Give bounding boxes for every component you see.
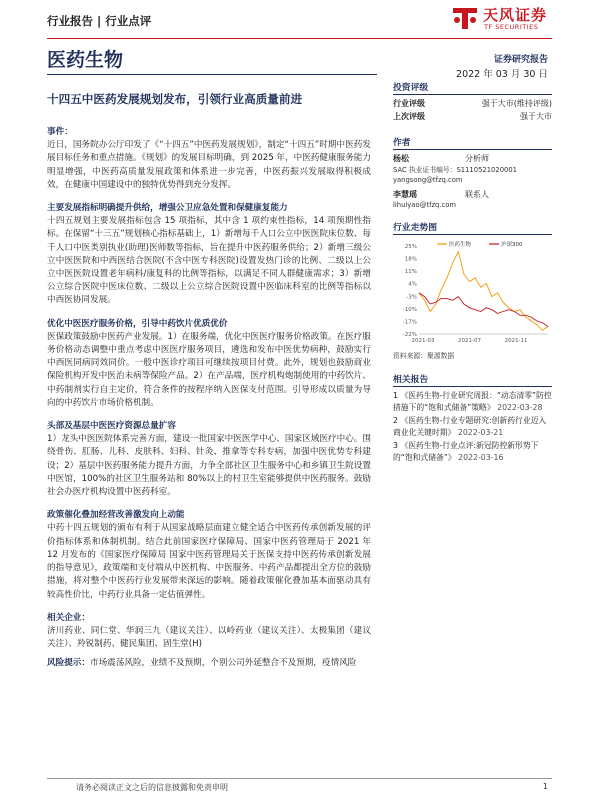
y-tick-label: 11% — [404, 269, 417, 276]
y-tick-label: 25% — [404, 244, 417, 250]
authors-title: 作者 — [393, 138, 411, 148]
section-text: 医保政策鼓励中医药产业发展。1）在服务端，优化中医医疗服务价格政策。在医疗服务价格动态调整中重点考虑中医医疗服务项目，遴选和发布中医优势病种，鼓励实行中西医同病同效同价。一般中医诊疗项目可继续按项目付费。此外，规划也鼓励商业保险机构开发中医治未病等保险产品。2）在产品端，医疗机构炮制使用的中药饮片、中药制剂实行自主定价，符合条件的按程序纳入医保支付范围。引导形成以质量为导向的中药饮片市场价格机制。 — [47, 331, 371, 408]
legend-label: 沪深300 — [501, 242, 523, 248]
author-email[interactable]: yangsong@tfzq.com — [393, 175, 463, 184]
related-report-date: 2022-03-28 — [497, 402, 543, 412]
section-heading: 主要发展指标明确提升供给，增强公卫应急处置和保健康复能力 — [47, 203, 288, 214]
related-report-item[interactable] — [393, 440, 552, 463]
report-category: 行业报告 | 行业点评 — [47, 14, 152, 28]
related-report-item[interactable] — [393, 390, 552, 413]
author-email[interactable]: lihuiyao@tfzq.com — [393, 201, 457, 209]
author-name: 李慧瑶 — [393, 189, 417, 199]
related-report-date: 2022-03-21 — [457, 427, 504, 437]
sector-divider — [47, 74, 377, 75]
risk-note — [47, 657, 371, 670]
section-text: 十四五规划主要发展指标包含 15 项指标，其中含 1 项约束性指标，14 项预期性指标。在保留“十三五”规划核心指标基础上，1）新增每千人口公立中医医院床位数、每千人口中医类别执业(助理)医师数等指标，旨在提升中医药服务供给；2）新增三级公立中医医院和中西医结合医院(不含中医专科医院)设置发热门诊的比例、二级以上公立中医医院设置老年病科/康复科的比例等指标，以满足不同人群健康需求；3）新增公立综合医院中医床位数、二级以上公立综合医院设置中医临床科室的比例等指标以中西医协同发展。 — [47, 216, 371, 306]
industry-rating-label: 行业评级 — [393, 99, 425, 108]
section-heading: 优化中医医疗服务价格，引导中药饮片优质优价 — [47, 318, 228, 329]
related-report-text: 2 《医药生物-行业专题研究:创新药行业迈入商业化关键时期》 — [393, 416, 547, 437]
y-tick-label: -3% — [406, 294, 417, 301]
section-heading: 政策催化叠加经营改善激发向上动能 — [47, 510, 185, 521]
industry-rating-row — [393, 98, 552, 111]
footer-disclaimer: 请务必阅读正文之后的信息披露和免责申明 — [76, 783, 228, 792]
sidebar — [393, 80, 552, 465]
y-tick-label: 4% — [408, 281, 417, 288]
report-title: 十四五中医药发展规划发布，引领行业高质量前进 — [47, 92, 303, 106]
related-report-item[interactable] — [393, 415, 552, 438]
logo-subtext: TF SECURITIES — [484, 23, 539, 31]
series-line-1 — [419, 252, 548, 331]
related-reports — [393, 390, 552, 463]
logo-mark-icon — [451, 4, 479, 32]
main-content — [47, 122, 371, 671]
author-role: 联系人 — [465, 189, 489, 199]
trend-chart-svg — [393, 238, 552, 348]
header-divider — [47, 38, 552, 39]
company-logo — [451, 2, 561, 36]
related-title: 相关报告 — [393, 375, 429, 385]
risk-text: 市场震荡风险，业绩不及预期，个别公司外延整合不及预期，疫情风险 — [89, 658, 357, 669]
authors-list — [393, 153, 552, 210]
page-number: 1 — [542, 782, 548, 791]
author-sac: SAC 执业证书编号：S1110521020001 — [393, 165, 517, 174]
section-text: 中药十四五规划的颁布有利于从国家战略层面建立健全适合中医药传承创新发展的评价指标体系和体制机制。结合此前国家医疗保障局、国家中医药管理局于 2021 年 12 月发布的《国家医疗保障局 国家中医药管理局关于医保支持中医药传承创新发展的指导意见》，政策端和支付端从中医机构、中医服务、中药产品都提出全方位的鼓励措施，将对整个中医药行业发展带来深远的影响。随着政策催化叠加基本面驱动具有较高性价比，中药行业具备一定估值弹性。 — [47, 523, 371, 600]
related-report-text: 1 《医药生物-行业研究周报：“动态清零”防控措施下的“饱和式储备”策略》 — [393, 391, 552, 412]
y-tick-label: -22% — [402, 332, 417, 338]
section-heading: 头部及基层中医医疗资源总量扩容 — [47, 421, 176, 432]
trend-title: 行业走势图 — [393, 223, 437, 233]
y-tick-label: -17% — [402, 319, 417, 326]
related-report-text: 3 《医药生物-行业点评:新冠防控新形势下的“饱和式储备”》 — [393, 441, 539, 462]
x-tick-label: 2021-11 — [504, 338, 528, 344]
legend-label: 医药生物 — [449, 242, 472, 248]
sector-name: 医药生物 — [47, 49, 124, 71]
logo-text: 天风证券 — [483, 6, 548, 24]
event-heading: 事件： — [47, 127, 73, 137]
trend-chart — [393, 238, 552, 348]
author-name: 杨松 — [393, 154, 409, 163]
event-text: 近日，国务院办公厅印发了《“十四五”中医药发展规划》，制定“十四五”时期中医药发展目标任务和重点措施。《规划》的发展目标明确，到 2025 年，中医药健康服务能力明显增强，中医药高质量发展政策和体系进一步完善，中医药振兴发展取得积极成效，在健康中国建设中的独特优势得到充分发挥。 — [47, 140, 371, 190]
footer-divider — [47, 778, 552, 779]
y-tick-label: -10% — [402, 306, 417, 313]
report-date: 2022 年 03 月 30 日 — [456, 69, 548, 80]
chart-source: 资料来源：聚源数据 — [393, 352, 455, 360]
prev-rating-row — [393, 111, 552, 124]
section-text: 1）龙头中医医院体系完善方面，建设一批国家中医医学中心、国家区域医疗中心。围绕骨伤、肛肠、儿科、皮肤科、妇科、针灸、推拿等专科专病，加强中医优势专科建设；2）基层中医药服务能力提升方面，力争全部社区卫生服务中心和乡镇卫生院设置中医馆，100%的社区卫生服务站和 80%以上的村卫生室能够提供中医药服务。鼓励社会办医疗机构设置中医药科室。 — [47, 434, 371, 498]
x-tick-label: 2021-07 — [458, 338, 482, 344]
companies-text: 济川药业、同仁堂、华润三九（建议关注）、以岭药业（建议关注）、太极集团（建议关注）、羚锐制药、健民集团、固生堂(H) — [47, 625, 371, 650]
industry-rating-value: 强于大市(维持评级) — [481, 99, 552, 108]
risk-heading: 风险提示： — [47, 658, 90, 669]
x-tick-label: 2021-03 — [411, 338, 435, 344]
rating-title: 投资评级 — [393, 83, 429, 93]
prev-rating-value: 强于大市 — [520, 111, 552, 121]
companies-heading: 相关企业： — [47, 612, 90, 623]
report-type: 证券研究报告 — [493, 55, 548, 65]
y-tick-label: 18% — [404, 256, 417, 263]
related-report-date: 2022-03-16 — [458, 452, 504, 462]
author-role: 分析师 — [465, 154, 489, 163]
prev-rating-label: 上次评级 — [393, 111, 425, 121]
